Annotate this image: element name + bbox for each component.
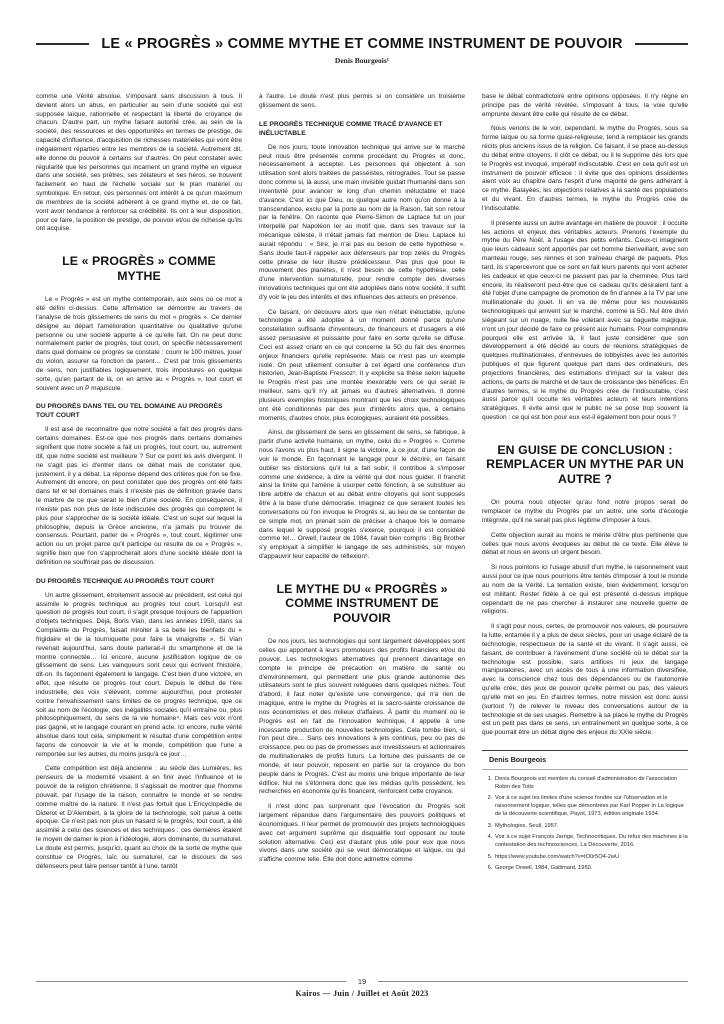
paragraph: Ainsi, de glissement de sens en glissement de sens, se fabrique, à partir d'une activité humaine, un mythe, celui du « Progrès ». Comme nous l'avons vu plus haut, il signe la victoire, à ce jour, d'une façon de voir le monde. En façonnant le langage pour le décrire, en faisant oublier les distorsions qu'il lui a fait subir, il contribue à s'imposer comme une évidence, à dire la vérité qui doit nous guider. Il franchit ainsi la limite qui l'amène à usurper cette fonction, à se substituer au libre arbitre de chacun et au débat entre citoyens qui sont supposés être à la base d'une démocratie. Imaginez ce que seraient toutes les conversations où l'on invoque le Progrès si, au lieu de se contenter de ce simple mot, on prenait soin de préciser à chaque fois le domaine dans lequel le supposé progrès s'exerce, pourquoi il est considéré comme tel… Orwell, l'auteur de 1984, l'avait bien compris : Big Brother s'y employait à simplifier le langage de ses administrés, sûr moyen d'appauvrir leur capacité de réflexion⁶. [259,429,465,561]
page-title: LE « PROGRÈS » COMME MYTHE ET COMME INSTRUMENT DE POUVOIR [101,36,623,52]
title-rule-left [36,43,89,45]
paragraph: Si nous pointons ici l'usage abusif d'un mythe, le raisonnement vaut aussi pour ce que nous pourrions être tentés d'imposer à tout le monde au nom de la Vérité. La tentation existe, bien évidemment, lorsqu'on est militant. Rester fidèle à ce qui est présenté ci-dessus implique cependant de ne pas chercher à instaurer une nouvelle guerre de religions. [482,564,688,616]
paragraph: De nos jours, les technologies qui sont largement développées sont celles qui apportent à leurs promoteurs des profits financiers et/ou du pouvoir. Les technologies alternatives qui prennent davantage en compte le principe de précaution en matière de santé ou d'environnement, qui permettent une plus grande autonomie des utilisateurs sont le plus souvent reléguées dans quelques niches. Tout d'abord, il faut noter qu'existe une convergence, qui n'a rien de magique, entre le mythe du Progrès et la sacro-sainte croissance de nos économistes et des milieux d'affaires. À partir du moment où le Progrès est en fait de l'innovation technique, il appelle à une incessante production de nouvelles technologies. Cela tombe bien, si l'on peut dire… Sans ces innovations à jets continus, peu ou pas de croissance, peu ou pas de promesses aux investisseurs et actionnaires de multinationales de profits futurs. La fortune des puissants de ce monde, et leur pouvoir, reposent en partie sur la croyance du bon peuple dans le Progrès. C'est au moins une brique importante de leur édifice. Nul ne s'étonnera donc que les médias qu'ils possèdent, les recherches en économie qu'ils financent, renforcent cette croyance. [259,638,465,796]
paragraph: à l'autre. Le doute n'est plus permis si on considère un troisième glissement de sens. [259,93,465,109]
paragraph: Le « Progrès » est un mythe contemporain, aux sens où ce mot a été défini ci-dessus. Cette affirmation se démontre au travers de l'analyse de trois glissements de sens du mot « progrès ». Ce dernier désigne au départ l'amélioration quantitative ou qualitative qu'une personne ou une société apporte à ce qu'elle fait. On ne peut donc normalement parler de progrès, tout court, on spécifie nécessairement dans quel domaine ce progrès se constate : courir le 100 mètres, jouer du violon, assurer sa fonction de parent… C'est par trois glissements de sens, non justifiables logiquement, trois impostures en quelque sorte, qu'en partant de là, on en arrive au « Progrès », tout court et souvent avec un P majuscule. [36,296,242,392]
paragraph: Cette compétition est déjà ancienne : au siècle des Lumières, les penseurs de la modernité visaient à en finir avec l'influence et le pouvoir de la religion chrétienne. Il s'agissait de montrer que l'homme pouvait, par l'usage de la raison, connaître le monde et se rendre comme maître de la nature. Il n'est pas fortuit que L'Encyclopédie de Diderot et D'Alembert, à la gloire de la technologie, soit parue à cette époque. Ce n'est pas non plus un hasard si le progrès, tout court, a été assimilé à celui des sciences et des techniques : ces dernières étaient le moyen de damer le pion à l'idéologie, alors dominante, du surnaturel. Le doute est permis, jusqu'ici, quant au choix de la sorte de mythe que constitue ce Progrès, laïc ou surnaturel, car le discours de ses défenseurs peut faire penser tantôt à l'une, tantôt [36,765,242,870]
footnote-item: 2. Voir à ce sujet les limites d'une science fondée sur l'observation et le raisonnement logique, telles que démontrées par Karl Popper in La logique de la découverte scientifique, Payot, 1973, édition originale 1934. [494,795,688,819]
section-heading: LE « PROGRÈS » COMME MYTHE [62,254,216,283]
subsection-heading: DU PROGRÈS TECHNIQUE AU PROGRÈS TOUT COURT [36,577,215,585]
footnote-item: 1. Denis Bourgeois est membre du conseil d'administration de l'association Robin des Toits [494,776,688,792]
footer-page-number: 19 [357,977,367,986]
footnote-item: 6. George Orwell, 1984, Gallimard, 1950. [494,865,688,873]
paragraph: base le débat contradictoire entre opinions opposées. Il n'y règne en principe pas de vérité révélée, s'imposant à tous, la voie qu'elle emprunte devant être celle qui résulte de ce débat. [482,93,688,118]
paragraph: Il s'agit pour nous, certes, de promouvoir nos valeurs, de poursuivre la lutte, entamée il y a plus de deux siècles, pour un usage éclairé de la technologie, respectueux de la santé et du vivant. Il s'agit aussi, ce faisant, de contribuer à l'avènement d'une société où le débat sur la technologie est possible, sans artifices ni jeux de langage manipulatoires, avec un accès de tous à une information diversifiée, avec la conscience chez tous des dépendances ou de l'autonomie qu'elle crée, des jeux de pouvoir qu'elle permet ou pas, des valeurs qu'elle met en jeu. En d'autres termes, notre mission est donc aussi (surtout ?) de relever le niveau des conversations autour de la technologie et de ses usages. Remettre à sa place le mythe du Progrès est un petit pas dans ce sens, un entraînement en quelque sorte, à ce que pourrait être un débat digne des enjeux du XXIe siècle. [482,623,688,737]
footer-rule-right [378,981,688,982]
subsection-heading: DU PROGRÈS DANS TEL OU TEL DOMAINE AU PROGRÈS TOUT COURT [36,403,223,420]
paragraph: Il n'est donc pas surprenant que l'évocation du Progrès soit largement répandue dans l'argumentaire des pouvoirs politiques et économiques. Il leur permet de promouvoir des projets technologiques avec cet argument suprême qui disqualifie tout opposant ou toute solution alternative. Ceci est d'autant plus utile pour eux que nous vivons dans une société qui se veut démocratique et laïque, ou qui s'affiche comme telle. Elle doit donc admettre comme [259,803,465,864]
title-rule-right [635,43,688,45]
bio-box [482,750,688,770]
section-heading: EN GUISE DE CONCLUSION : REMPLACER UN MYTHE PAR UN AUTRE ? [486,442,684,486]
title-row [36,36,688,52]
footnote-item: 3. Mythologies, Seuil, 1957. [494,823,688,831]
page-footer [36,977,688,998]
author-name: Denis Bourgeois¹ [334,56,390,65]
footnote-item: 5. https://www.youtube.com/watch?v=tO0r5O4-2wU [494,854,688,862]
footer-journal-name: Kairos — Juin / Juillet et Août 2023 [295,989,429,998]
paragraph: Un autre glissement, étroitement associé au précédent, est celui qui assimile le progrès technique au progrès tout court. Lorsqu'il est question de progrès tout court, il s'agit presque toujours de l'apparition d'objets techniques. Déjà, Boris Vian, dans les années 1950, dans sa Complainte du Progrès, faisait miroiter à sa belle les bienfaits du « frigidaire et de la tourniquette pour faire la vinaigrette ». Si Vian revenait aujourd'hui, sans doute parlerait-il du smartphone et de la montre connectée… Ici encore, aucune justification logique de ce glissement de sens. Les vainqueurs sont ceux qui écrivent l'histoire, dit-on. Ils façonnent également le langage. C'est bien d'une victoire, en effet, que résulte ce progrès tout court. Depuis le début de l'ère industrielle, des voix s'élèvent, comme aujourd'hui, pour protester contre l'envahissement sans limites de ce progrès technique, que ce soit au nom de l'écologie, des inégalités sociales qu'il entraîne ou, plus philosophiquement, du sens de la vie humaine⁴. Mais ces voix n'ont pas gagné, et le langage courant en prend acte. Ici encore, nulle vérité absolue dans tout cela, simplement le résultat d'une compétition entre façons de concevoir la vie et le monde, compétition que l'une a remportée sur les autres, du moins jusqu'à ce jour… [36,591,242,758]
paragraph: Il est aisé de reconnaître que notre société a fait des progrès dans certains domaines. Est-ce que nos progrès dans certains domaines signifient que notre société a fait un progrès, tout court, ou, autrement dit, que notre société est meilleure ? Sur ce point les avis divergent. Il ne s'agit pas ici d'entrer dans ce débat mais de constater que, justement, il y a débat. La réponse dépend des critères que l'on se fixe. Autrement dit encore, on peut constater que des progrès ont été faits dans tel et tel domaines mais il n'existe pas de définition gravée dans le marbre de ce que serait le bien d'une société. En conséquence, il n'existe pas non plus de liste indiscutée des progrès qui comptent le plus pour s'approcher de la société idéale. C'est un sujet sur lequel la philosophie, depuis la Grèce ancienne, n'a jamais pu trouver de consensus. Pourtant, parler de « Progrès », tout court, légitimer une action ou un projet parce qu'il participe ou résulte de ce « Progrès », signifie bien que l'on s'approcherait alors d'une société idéale dont la définition ne souffrirait pas de discussion. [36,426,242,566]
footer-rule-left [36,981,346,982]
column-3-blocks [482,93,688,738]
footer-rule-row [36,977,688,986]
paragraph: Il présente aussi un autre avantage en matière de pouvoir : il occulte les actions et enjeux des véritables acteurs. Prenons l'exemple du mythe du Père Noël, à l'usage des petits enfants. Ceux-ci imaginent que leurs cadeaux sont apportés par cet homme bienveillant, avec son manteau rouge, ses rennes et son traîneau chargé de paquets. Plus tard, ils s'apercevront que ce sont en fait leurs parents qui vont acheter les cadeaux et que ceux-ci ne passent pas par la cheminée. Plus tard encore, ils réaliseront peut-être que ce cadeau qu'ils désiraient tant a été l'objet d'une campagne de promotion de fin d'année à la TV par une multinationale du jouet. Il en va de même pour les nouveautés technologiques qui arrivent sur le marché, comme la 5G. Nul être divin siégeant sur un nuage, nulle fée voletant avec sa baguette magique, n'ont un jour décidé de faire ce présent aux humains. Pour comprendre pourquoi elle est arrivée là, il faut juste considérer que son développement a été décidé au cours de réunions stratégiques de quelques multinationales, d'entrevues de lobbyistes avec les autorités publiques et que figurent quelque part dans des ordinateurs, des projections financières, des estimations d'impact sur la valeur des actions, de parts de marché et de taux de croissance des bénéfices. En d'autres termes, si le mythe du Progrès crée de l'indiscutable, c'est aussi parce qu'il occulte les véritables acteurs et leurs intentions stratégiques. Il évite ainsi que le public ne se pose trop souvent la question : ce qui est bon pour eux est-il également bon pour nous ? [482,219,688,421]
paragraph: On pourra nous objecter qu'au fond notre propos serait de remplacer ce mythe du Progrès par un autre, une sorte d'écologie intégriste, qu'il ne serait pas plus légitime d'imposer à tous. [482,499,688,524]
column-2 [259,93,465,967]
subsection-heading: LE PROGRÈS TECHNIQUE COMME TRACÉ D'AVANCE ET INÉLUCTABLE [259,120,443,137]
footnotes-list [482,776,688,873]
paragraph: Nous venons de le voir, cependant, le mythe du Progrès, sous sa forme laïque ou sa forme quasi-religieuse, tend à remplacer les grands récits plus anciens issus de la religion. Ce faisant, il se place au-dessus du débat entre citoyens. Il clôt ce débat, ou il le supprime dès lors que le Progrès est invoqué, impératif indiscutable. C'est en cela qu'il est un instrument de pouvoir efficace : il évite que des opinions dissidentes aient voix au chapitre dans l'esprit d'une majorité de gens adhérant à ce mythe. Balayées, les objections relatives à la santé des populations et du vivant. En d'autres termes, le mythe du Progrès crée de l'indiscutable. [482,125,688,212]
bio-name: Denis Bourgeois [489,755,547,765]
section-heading: LE MYTHE DU « PROGRÈS » COMME INSTRUMENT DE POUVOIR [276,581,448,625]
paragraph: Cette objection aurait au moins le mérite d'être plus pertinente que celles que nous avons évoquées au début de ce texte. Elle élève le débat et nous en avons un urgent besoin. [482,531,688,557]
paragraph: Ce faisant, on découvre alors que rien n'était inéluctable, qu'une technologie a été adoptée à un moment donné parce qu'une constellation suffisante d'inventeurs, de financeurs et d'usagers a été assez persuasive et puissante pour faire en sorte qu'elle se diffuse. Ceci est assez criant en ce qui concerne la 5G du fait des énormes enjeux financiers qu'elle représente. Mais ce n'est pas un exemple isolé. On peut utilement consulter à cet égard une conférence d'un historien, Jean-Baptiste Fressoz⁵. Il y explicite sa thèse selon laquelle le Progrès n'est pas une montée inexorable vers ce qui serait le meilleur, sans qu'il n'y ait jamais eu d'autres alternatives. Il donne plusieurs exemples historiques montrant que les choix technologiques ont été conditionnés par des jeux d'intérêts alors que, à certains moments, d'autres choix, plus écologiques, auraient été possibles. [259,308,465,422]
column-3 [482,93,688,967]
article-columns [36,93,688,967]
footnote-item: 4. Voir à ce sujet François Jarrige, Technocritiques. Du refus des machines à la contestation des technosciences, La Découverte, 2016. [494,834,688,850]
column-1 [36,93,242,967]
paragraph: comme une Vérité absolue, s'imposant sans discussion à tous. Il devient alors un abus, en particulier au sein d'une société qui est supposée laïque, rationnelle et respectant la liberté de croyance de chacun. D'autre part, un mythe faisant autorité crée, au sein de la société, des ressources et des opportunités en termes de prestige, de capacité d'influence, d'acquisition de richesses matérielles qui vont être inégalement réparties entre les membres de la société. Autrement dit, elle donne du pouvoir à certains sur d'autres. On peut constater avec régularité que les personnes qui incarnent un grand mythe en vigueur dans une société, ses prêtres, ses zélateurs et ses héros, se trouvent facilement en haut de l'échelle sociale sur le plan matériel ou symbolique. En retour, ces personnes ont intérêt à ce qu'un maximum de membres de la société adhèrent à ce grand mythe et, de ce fait, vont avoir tendance à renforcer sa crédibilité. Ils ont à leur disposition, pour ce faire, la position de prestige, de pouvoir et/ou de richesse qu'ils ont acquise. [36,93,242,233]
paragraph: De nos jours, toute innovation technique qui arrive sur le marché peut nous être présentée comme procédant du Progrès et donc, nécessairement à accepter. Les personnes qui objectent à son utilisation sont alors traitées de passéistes, rétrogrades. Tout se passe donc comme si, là aussi, une main invisible guidait l'humanité dans son inventivité pour avancer le long d'un chemin inéluctable et tracé d'avance. C'est ici que Dieu, ou quelque autre nom qu'on donne à la transcendance, exclu par la porte au nom de la Raison, fait son retour par la fenêtre. On raconte que Pierre-Simon de Laplace fut un jour interpellé par Napoléon Ier au motif que, dans ses travaux sur la mécanique céleste, il n'était jamais fait mention de Dieu. Laplace lui aurait répondu : « Sire, je n'ai pas eu besoin de cette hypothèse ». Sans doute faut-il rappeler aux défenseurs par trop zélés du Progrès cette phrase de leur illustre prédécesseur. Pas plus que pour le mouvement des planètes, il n'est besoin de cette hypothèse, celle d'une intervention surnaturelle, pour rendre compte des diverses innovations techniques qui ont été adoptées dans notre société. Il suffit d'y voir le jeu des intérêts et des influences des acteurs en présence. [259,143,465,301]
